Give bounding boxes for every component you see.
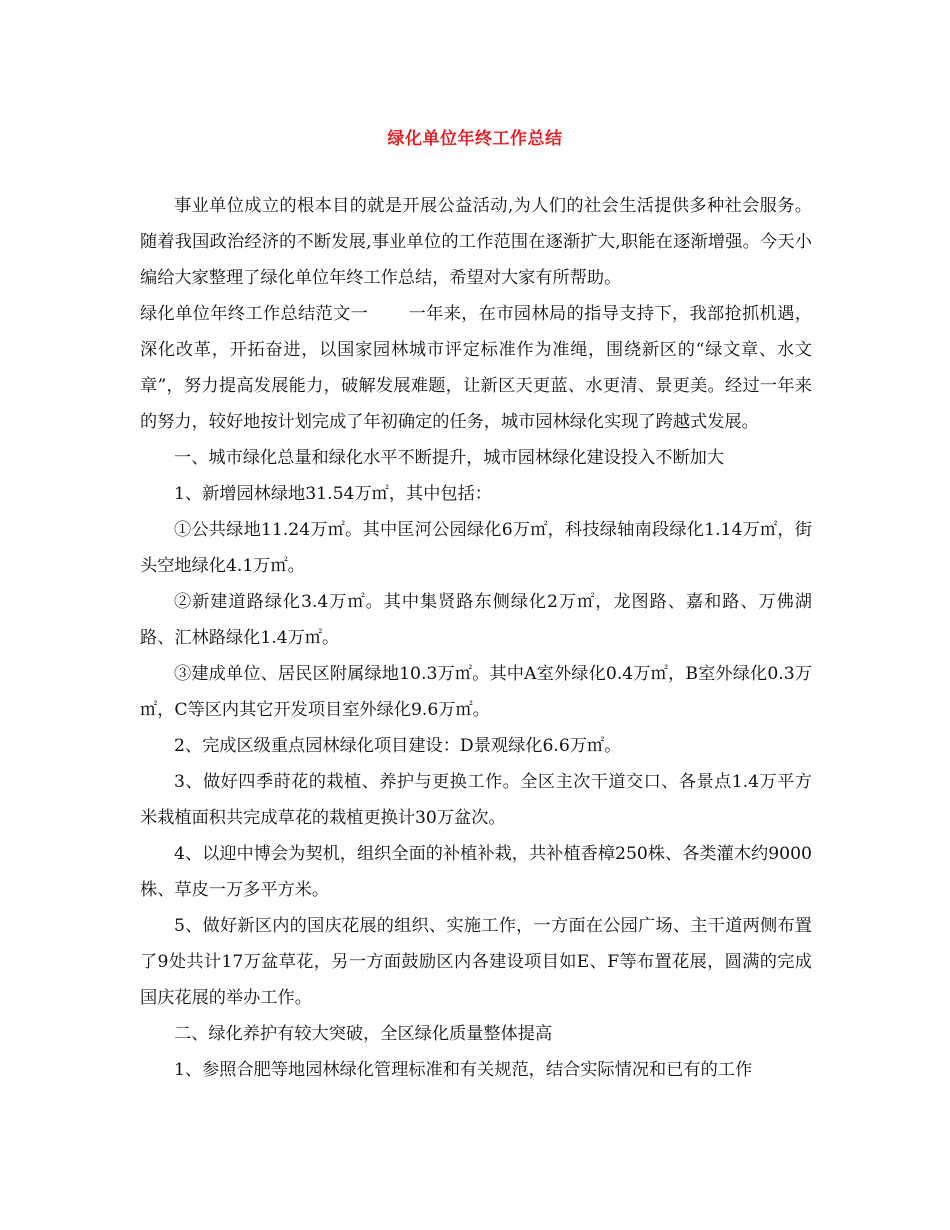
list-item-1a: ①公共绿地11.24万㎡。其中匡河公园绿化6万㎡，科技绿轴南段绿化1.14万㎡，街头空地绿化4.1万㎡。 (140, 520, 812, 576)
section-heading-1: 一、城市绿化总量和绿化水平不断提升，城市园林绿化建设投入不断加大 (174, 448, 725, 468)
list-item-2-1: 1、参照合肥等地园林绿化管理标准和有关规范，结合实际情况和已有的工作 (174, 1060, 753, 1080)
list-item-1: 1、新增园林绿地31.54万㎡，其中包括： (174, 484, 492, 504)
sample-heading: 绿化单位年终工作总结范文一 (140, 304, 369, 324)
sample-text: 一年来，在市园林局的指导支持下，我部抢抓机遇，深化改革，开拓奋进，以国家园林城市评定标准作为准绳，围绕新区的“绿文章、水文章”，努力提高发展能力，破解发展难题，让新区天更蓝、水更清、景更美。经过一年来的努力，较好地按计划完成了年初确定的任务，城市园林绿化实现了跨越式发展。 (140, 304, 812, 432)
list-item-5: 5、做好新区内的国庆花展的组织、实施工作，一方面在公园广场、主干道两侧布置了9处共计17万盆草花，另一方面鼓励区内各建设项目如E、F等布置花展，圆满的完成国庆花展的举办工作。 (140, 916, 812, 1008)
list-item-2: 2、完成区级重点园林绿化项目建设：D景观绿化6.6万㎡。 (174, 736, 622, 756)
list-item-1c: ③建成单位、居民区附属绿地10.3万㎡。其中A室外绿化0.4万㎡，B室外绿化0.3万㎡，C等区内其它开发项目室外绿化9.6万㎡。 (140, 664, 812, 720)
sample-paragraph (140, 296, 812, 440)
document-title: 绿化单位年终工作总结 (387, 129, 563, 149)
list-item-1b: ②新建道路绿化3.4万㎡。其中集贤路东侧绿化2万㎡，龙图路、嘉和路、万佛湖路、汇林路绿化1.4万㎡。 (140, 592, 812, 648)
intro-paragraph: 事业单位成立的根本目的就是开展公益活动,为人们的社会生活提供多种社会服务。随着我国政治经济的不断发展,事业单位的工作范围在逐渐扩大,职能在逐渐增强。今天小编给大家整理了绿化单位年终工作总结，希望对大家有所帮助。 (140, 196, 812, 288)
document-body (140, 188, 812, 1088)
list-item-3: 3、做好四季莳花的栽植、养护与更换工作。全区主次干道交口、各景点1.4万平方米栽植面积共完成草花的栽植更换计30万盆次。 (140, 772, 812, 828)
section-heading-2: 二、绿化养护有较大突破，全区绿化质量整体提高 (174, 1024, 553, 1044)
list-item-4: 4、以迎中博会为契机，组织全面的补植补栽，共补植香樟250株、各类灌木约9000株、草皮一万多平方米。 (140, 844, 812, 900)
